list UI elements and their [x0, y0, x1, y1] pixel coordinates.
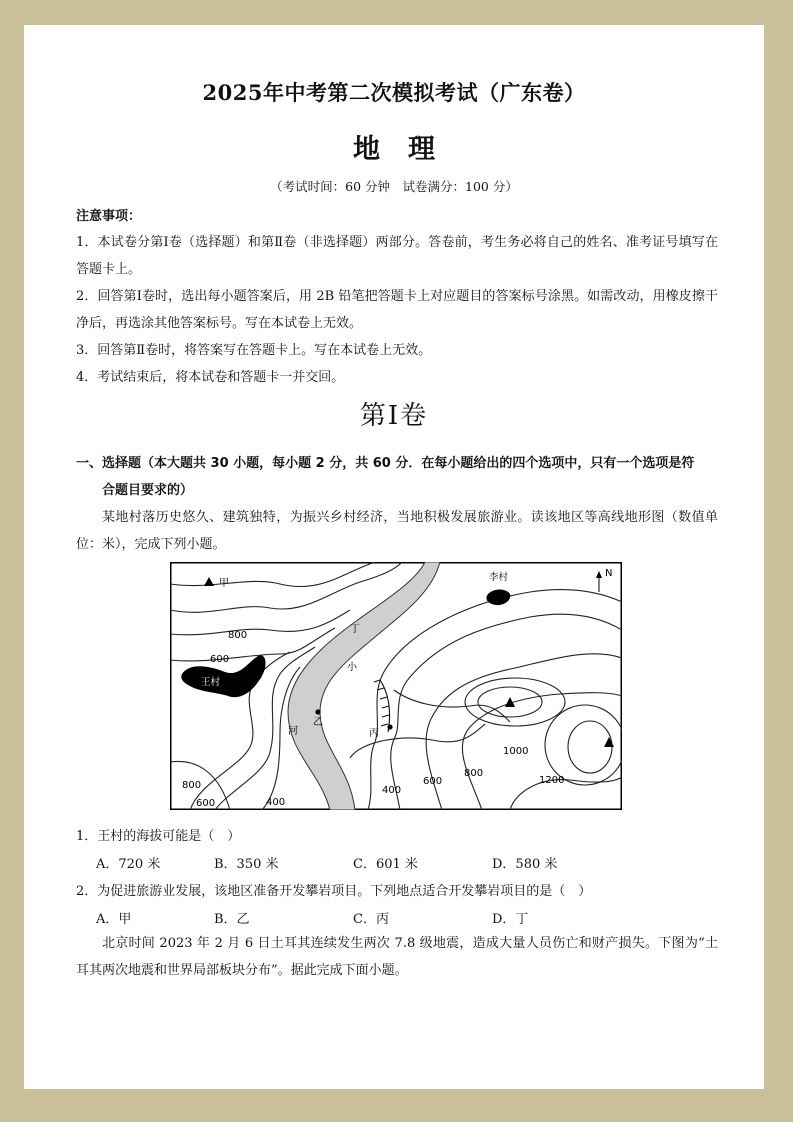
contour-label: 400: [266, 797, 286, 808]
contour-label: 600: [196, 798, 216, 809]
option-b: B．乙: [214, 912, 250, 927]
section-intro: 某地村落历史悠久、建筑独特，为振兴乡村经济，当地积极发展旅游业。读该地区等高线地形图（数值单位：米），完成下列小题。: [76, 510, 718, 552]
time-info: （考试时间：60 分钟 试卷满分：100 分）: [270, 179, 518, 194]
contour-map: [170, 562, 622, 810]
notice-item: 2．回答第Ⅰ卷时，选出每小题答案后，用 2B 铅笔把答题卡上对应题目的答案标号涂黑。如需改动，用橡皮擦干净后，再选涂其他答案标号。写在本试卷上无效。: [76, 289, 718, 331]
label-wangcun: 王村: [201, 677, 221, 688]
option-b: B．350 米: [214, 857, 279, 872]
label-xiao: 小: [347, 662, 357, 673]
contour-label: 1200: [539, 775, 565, 786]
label-bing: 丙: [369, 728, 379, 739]
section-heading-line2: 合题目要求的）: [102, 483, 194, 498]
option-d: D．580 米: [492, 857, 558, 872]
north-label: N: [605, 568, 613, 579]
label-ding: 丁: [350, 624, 360, 635]
contour-label: 1000: [503, 746, 529, 757]
next-section-intro: 北京时间 2023 年 2 月 6 日土耳其连续发生两次 7.8 级地震，造成大量人员伤亡和财产损失。下图为“土耳其两次地震和世界局部板块分布”。据此完成下面小题。: [76, 936, 718, 978]
volume-title: 第Ⅰ卷: [359, 401, 429, 431]
question-1-stem: 1．王村的海拔可能是（ ）: [76, 829, 241, 844]
option-c: C．601 米: [353, 857, 418, 872]
section-heading: [76, 450, 736, 504]
contour-label: 600: [210, 654, 230, 665]
point-yi-marker: [315, 709, 320, 714]
point-bing-marker: [387, 724, 392, 729]
label-jia: 甲: [219, 578, 229, 589]
section-heading-line1: 一、选择题（本大题共 30 小题，每小题 2 分，共 60 分．在每小题给出的四个选项中，只有一个选项是符: [76, 456, 695, 471]
option-a: A．720 米: [96, 857, 161, 872]
contour-label: 800: [464, 768, 484, 779]
contour-label: 400: [382, 785, 402, 796]
question-2-stem: 2．为促进旅游业发展，该地区准备开发攀岩项目。下列地点适合开发攀岩项目的是（ ）: [76, 884, 592, 899]
exam-title: 2025年中考第二次模拟考试（广东卷）: [202, 80, 586, 105]
contour-label: 800: [228, 630, 248, 641]
label-licun: 李村: [489, 572, 509, 583]
label-yi: 乙: [313, 717, 323, 728]
option-a: A．甲: [96, 912, 132, 927]
option-d: D．丁: [492, 912, 529, 927]
notice-heading: 注意事项：: [76, 209, 142, 224]
label-he: 河: [288, 726, 298, 737]
exam-page: [24, 25, 764, 1089]
subject-title: 地理: [353, 134, 463, 165]
notice-item: 1．本试卷分第Ⅰ卷（选择题）和第Ⅱ卷（非选择题）两部分。答卷前，考生务必将自己的姓名、准考证号填写在答题卡上。: [76, 235, 718, 277]
contour-label: 800: [182, 780, 202, 791]
notice-item: 4．考试结束后，将本试卷和答题卡一并交回。: [76, 370, 345, 385]
contour-label: 600: [423, 776, 443, 787]
option-c: C．丙: [353, 912, 389, 927]
notice-item: 3．回答第Ⅱ卷时，将答案写在答题卡上。写在本试卷上无效。: [76, 343, 432, 358]
